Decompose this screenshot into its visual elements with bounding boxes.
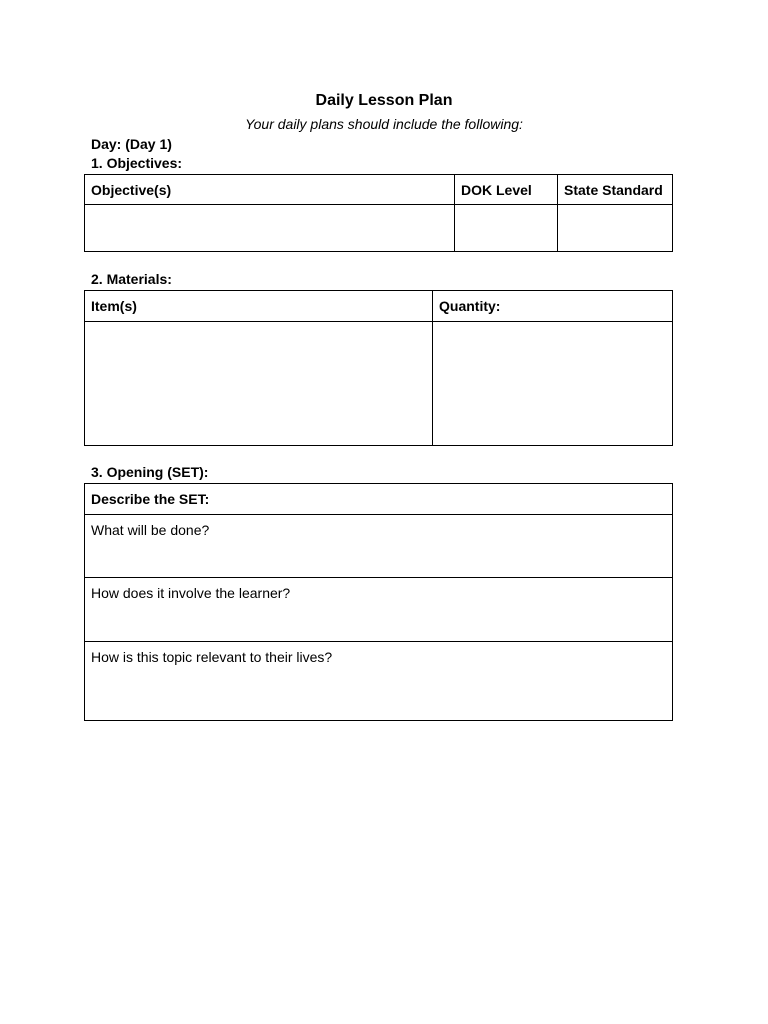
opening-question-row <box>85 578 673 642</box>
opening-question-row <box>85 642 673 721</box>
materials-header-row <box>85 291 673 322</box>
opening-question-row <box>85 515 673 578</box>
opening-header-row <box>85 484 673 515</box>
dok-level-cell[interactable] <box>455 205 558 252</box>
opening-heading: 3. Opening (SET): <box>91 464 209 480</box>
state-standard-column-header: State Standard <box>558 175 673 205</box>
materials-entry-row <box>85 322 673 446</box>
opening-table <box>84 483 673 721</box>
items-column-header: Item(s) <box>85 291 433 322</box>
dok-level-column-header: DOK Level <box>455 175 558 205</box>
quantity-cell[interactable] <box>433 322 673 446</box>
objective-cell[interactable] <box>85 205 455 252</box>
learner-involvement-cell[interactable]: How does it involve the learner? <box>85 578 673 642</box>
objectives-column-header: Objective(s) <box>85 175 455 205</box>
quantity-column-header: Quantity: <box>433 291 673 322</box>
topic-relevance-cell[interactable]: How is this topic relevant to their lives? <box>85 642 673 721</box>
materials-table <box>84 290 673 446</box>
objectives-table <box>84 174 673 252</box>
objectives-heading: 1. Objectives: <box>91 155 183 171</box>
state-standard-cell[interactable] <box>558 205 673 252</box>
items-cell[interactable] <box>85 322 433 446</box>
page-subtitle: Your daily plans should include the following: <box>245 116 523 132</box>
objectives-header-row <box>85 175 673 205</box>
day-label: Day: (Day 1) <box>91 136 172 152</box>
objectives-entry-row <box>85 205 673 252</box>
describe-set-header: Describe the SET: <box>85 484 673 515</box>
materials-heading: 2. Materials: <box>91 271 172 287</box>
what-will-be-done-cell[interactable]: What will be done? <box>85 515 673 578</box>
page-title: Daily Lesson Plan <box>315 92 453 109</box>
